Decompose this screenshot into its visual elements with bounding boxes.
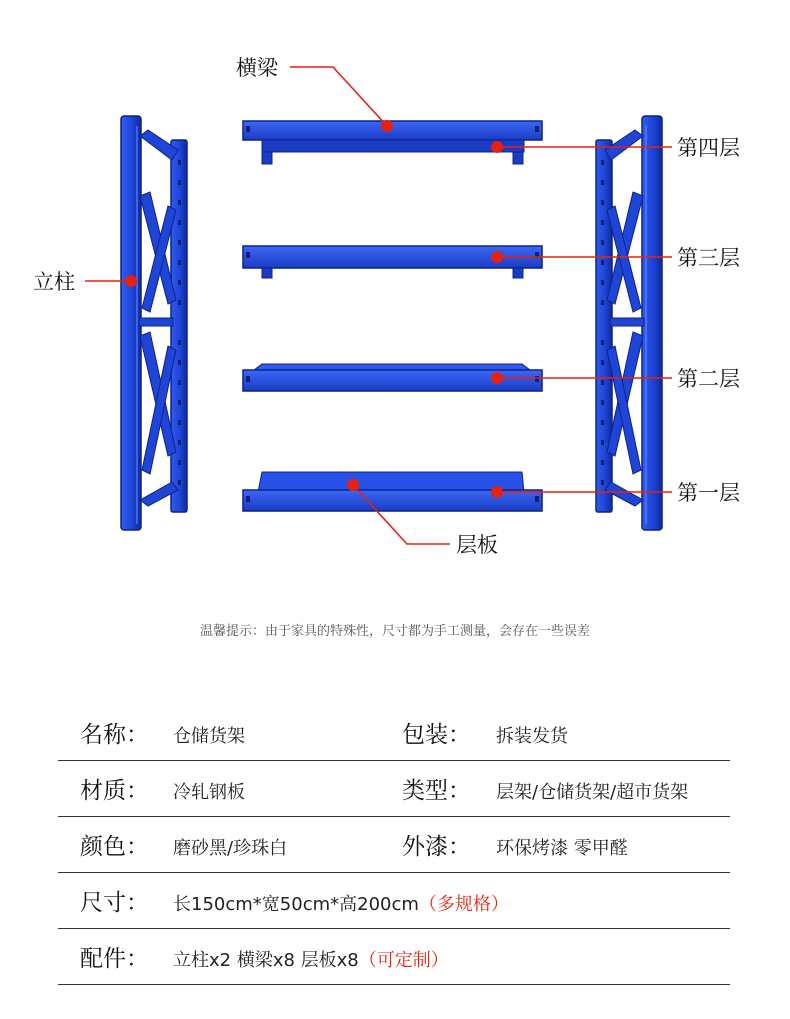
spec-type-value: 层架/仓储货架/超市货架	[496, 782, 689, 803]
spec-size-value	[173, 890, 509, 916]
spec-parts-extra: （可定制）	[358, 950, 449, 971]
spec-table	[58, 705, 730, 985]
spec-color-key: 颜色：	[80, 834, 149, 860]
label-beam: 横梁	[236, 56, 278, 80]
label-panel: 层板	[456, 533, 498, 557]
label-layer4: 第四层	[677, 136, 740, 160]
right-upright-frame	[596, 116, 662, 530]
left-upright-frame	[121, 116, 187, 530]
spec-parts-key: 配件：	[80, 946, 149, 972]
callout-dot-beam	[381, 120, 393, 132]
spec-pack-key: 包装：	[402, 722, 471, 748]
label-upright: 立柱	[33, 270, 75, 294]
spec-material-key: 材质：	[80, 778, 149, 804]
label-layer1: 第一层	[677, 481, 740, 505]
spec-row	[58, 705, 730, 761]
spec-size-key: 尺寸：	[80, 890, 149, 916]
spec-paint-key: 外漆：	[402, 834, 471, 860]
callout-dot-layer2	[491, 372, 503, 384]
spec-parts-text: 立柱x2 横梁x8 层板x8	[173, 950, 359, 971]
spec-row	[58, 929, 730, 985]
spec-size-text: 长150cm*宽50cm*高200cm	[173, 894, 419, 915]
spec-pack-value: 拆装发货	[496, 726, 568, 747]
spec-material-value: 冷轧钢板	[173, 782, 245, 803]
callout-dot-layer1	[491, 486, 503, 498]
spec-name-key: 名称：	[80, 722, 149, 748]
spec-parts-value	[173, 946, 449, 972]
spec-color-value: 磨砂黑/珍珠白	[173, 838, 288, 859]
spec-name-value: 仓储货架	[173, 726, 245, 747]
callout-dot-upright	[125, 275, 137, 287]
label-layer3: 第三层	[677, 246, 740, 270]
callout-dot-layer4	[491, 141, 503, 153]
spec-row	[58, 761, 730, 817]
measurement-note: 温馨提示：由于家具的特殊性，尺寸都为手工测量，会存在一些误差	[199, 624, 590, 639]
spec-size-extra: （多规格）	[418, 894, 509, 915]
callout-line-beam	[290, 67, 387, 126]
spec-row	[58, 873, 730, 929]
spec-paint-value: 环保烤漆 零甲醛	[496, 838, 628, 859]
spec-type-key: 类型：	[402, 778, 471, 804]
callout-dot-panel	[347, 479, 359, 491]
callout-dot-layer3	[491, 251, 503, 263]
label-layer2: 第二层	[677, 367, 740, 391]
spec-row	[58, 817, 730, 873]
